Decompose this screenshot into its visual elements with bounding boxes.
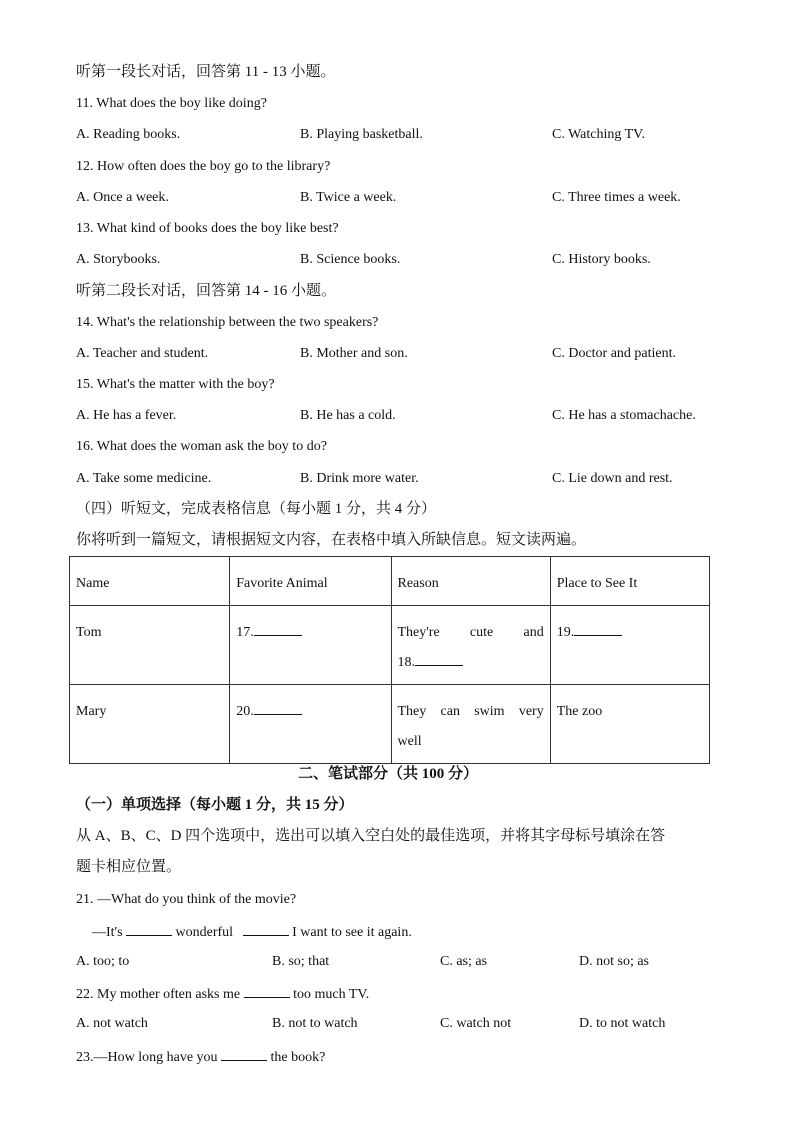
part-4-heading: （四）听短文，完成表格信息（每小题 1 分，共 4 分） (76, 501, 437, 517)
question-22-stem (76, 983, 369, 1005)
question-14-option-a: A. Teacher and student. (76, 346, 209, 361)
question-21-option-a: A. too; to (76, 954, 130, 969)
blank-18 (415, 651, 463, 666)
reason-word: They're (397, 625, 440, 640)
question-22-option-c: C. watch not (440, 1016, 512, 1031)
written-part-heading: 二、笔试部分（共 100 分） (298, 766, 479, 782)
question-14-option-b: B. Mother and son. (300, 346, 408, 361)
reason-word: well (397, 734, 422, 749)
table-row (70, 685, 710, 764)
reason-word: swim (474, 704, 505, 719)
table-header-name: Name (70, 557, 230, 606)
question-21-text: wonderful (175, 925, 234, 940)
question-11-option-b: B. Playing basketball. (300, 127, 423, 142)
table-cell-place (550, 606, 709, 685)
blank-20-label: 20. (236, 704, 254, 719)
blank-22 (244, 983, 290, 998)
question-21-option-c: C. as; as (440, 954, 488, 969)
question-21-option-d: D. not so; as (579, 954, 649, 969)
question-15-option-b: B. He has a cold. (300, 408, 396, 423)
question-11-option-c: C. Watching TV. (552, 127, 645, 142)
reason-word: cute (469, 625, 494, 640)
question-11-stem: 11. What does the boy like doing? (76, 96, 267, 111)
question-14-stem: 14. What's the relationship between the two speakers? (76, 315, 379, 330)
blank-21a (126, 921, 172, 936)
blank-20 (254, 700, 302, 715)
table-cell-reason (391, 606, 550, 685)
question-15-option-a: A. He has a fever. (76, 408, 177, 423)
question-21-option-b: B. so; that (272, 954, 330, 969)
reason-word: very (518, 704, 544, 719)
question-16-stem: 16. What does the woman ask the boy to do? (76, 439, 327, 454)
question-16-option-b: B. Drink more water. (300, 471, 419, 486)
single-choice-instructions-2: 题卡相应位置。 (76, 859, 182, 875)
question-13-option-a: A. Storybooks. (76, 252, 161, 267)
question-12-option-a: A. Once a week. (76, 190, 169, 205)
table-header-animal: Favorite Animal (230, 557, 391, 606)
info-table (69, 556, 710, 764)
question-23-text: 23.—How long have you (76, 1050, 218, 1065)
reason-word: can (440, 704, 460, 719)
reason-word: They (397, 704, 427, 719)
blank-19-label: 19. (556, 625, 575, 640)
question-21-text: —It's (92, 925, 123, 940)
table-row (70, 606, 710, 685)
blank-17 (254, 621, 302, 636)
question-13-option-b: B. Science books. (300, 252, 401, 267)
table-cell-animal (230, 606, 391, 685)
table-header-row (70, 557, 710, 606)
table-cell-place: The zoo (550, 685, 709, 764)
question-22-option-a: A. not watch (76, 1016, 148, 1031)
reason-word: and (523, 625, 544, 640)
part-4-instructions: 你将听到一篇短文，请根据短文内容，在表格中填入所缺信息。短文读两遍。 (76, 532, 587, 548)
blank-17-label: 17. (236, 625, 254, 640)
table-cell-reason (391, 685, 550, 764)
question-22-text: 22. My mother often asks me (76, 987, 241, 1002)
question-12-option-c: C. Three times a week. (552, 190, 681, 205)
blank-19 (574, 621, 622, 636)
question-14-option-c: C. Doctor and patient. (552, 346, 677, 361)
question-12-stem: 12. How often does the boy go to the library? (76, 159, 331, 174)
question-15-option-c: C. He has a stomachache. (552, 408, 696, 423)
section-heading-14-16: 听第二段长对话，回答第 14 - 16 小题。 (76, 283, 336, 299)
question-16-option-c: C. Lie down and rest. (552, 471, 673, 486)
question-21-stem: 21. —What do you think of the movie? (76, 892, 297, 907)
table-header-place: Place to See It (550, 557, 709, 606)
question-16-option-a: A. Take some medicine. (76, 471, 212, 486)
question-13-stem: 13. What kind of books does the boy like best? (76, 221, 339, 236)
question-11-option-a: A. Reading books. (76, 127, 181, 142)
blank-21b (243, 921, 289, 936)
question-15-stem: 15. What's the matter with the boy? (76, 377, 275, 392)
single-choice-instructions-1: 从 A、B、C、D 四个选项中，选出可以填入空白处的最佳选项，并将其字母标号填涂在答 (76, 828, 666, 844)
question-22-option-b: B. not to watch (272, 1016, 358, 1031)
question-13-option-c: C. History books. (552, 252, 651, 267)
table-header-reason: Reason (391, 557, 550, 606)
table-cell-name: Tom (70, 606, 230, 685)
question-23-text: the book? (270, 1050, 326, 1065)
single-choice-heading: （一）单项选择（每小题 1 分，共 15 分） (76, 797, 354, 813)
blank-18-label: 18. (397, 655, 415, 670)
question-22-text: too much TV. (293, 987, 370, 1002)
question-22-option-d: D. to not watch (579, 1016, 666, 1031)
question-23-stem (76, 1046, 325, 1068)
question-12-option-b: B. Twice a week. (300, 190, 397, 205)
section-heading-11-13: 听第一段长对话，回答第 11 - 13 小题。 (76, 64, 336, 80)
question-21-text: I want to see it again. (292, 925, 412, 940)
question-21-line2 (92, 921, 412, 943)
table-cell-name: Mary (70, 685, 230, 764)
table-cell-animal (230, 685, 391, 764)
blank-23 (221, 1046, 267, 1061)
